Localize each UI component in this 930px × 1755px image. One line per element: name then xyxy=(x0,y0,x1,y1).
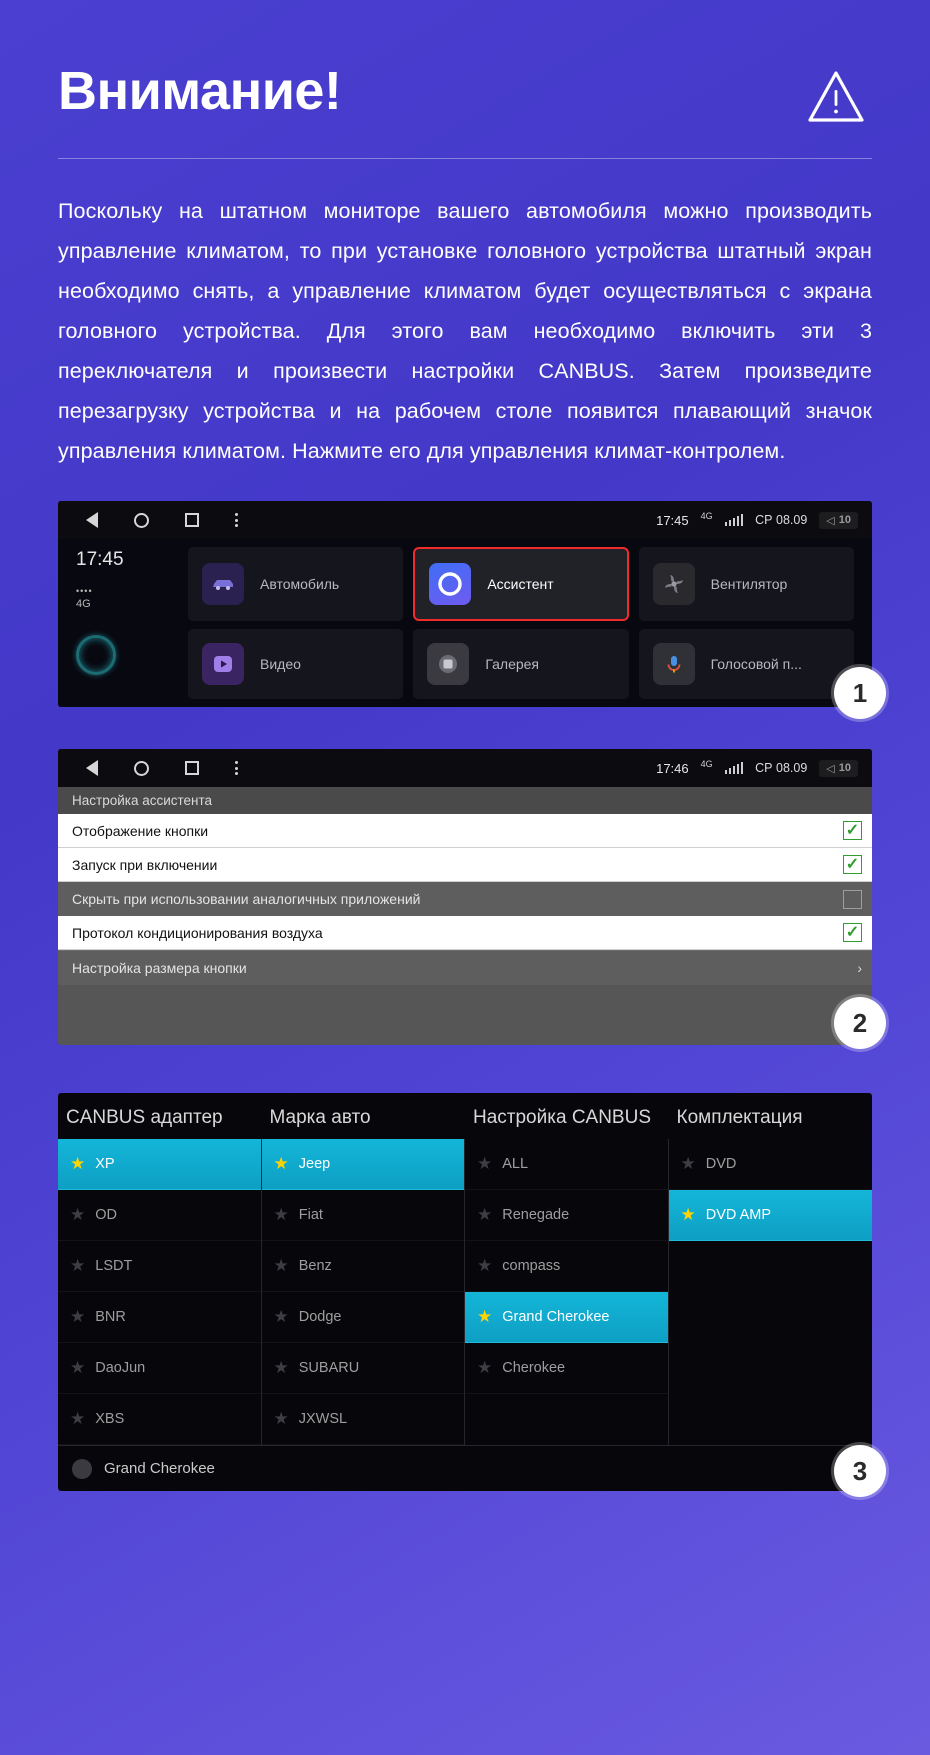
app-tile-label: Голосовой п... xyxy=(710,656,802,672)
list-item-label: OD xyxy=(95,1207,117,1223)
list-item-label: JXWSL xyxy=(298,1411,348,1427)
setting-label: Запуск при включении xyxy=(72,856,218,873)
statusbar-date: СР 08.09 xyxy=(755,513,808,527)
star-icon: ★ xyxy=(477,1205,493,1224)
app-tile-label: Автомобиль xyxy=(260,576,340,592)
disc-icon xyxy=(72,1459,92,1479)
checkbox-icon[interactable] xyxy=(843,923,862,942)
launcher-screen xyxy=(58,539,872,707)
list-item-label: DVD xyxy=(705,1156,737,1172)
signal-icon xyxy=(725,762,744,774)
list-item-label: DVD AMP xyxy=(705,1207,772,1223)
list-item-label: Jeep xyxy=(298,1156,331,1172)
canbus-columns xyxy=(58,1139,872,1445)
star-icon: ★ xyxy=(70,1205,86,1224)
app-tile-label: Вентилятор xyxy=(710,576,788,592)
list-item-label: Cherokee xyxy=(502,1360,566,1376)
list-item[interactable] xyxy=(465,1241,668,1292)
list-item[interactable] xyxy=(262,1241,465,1292)
step-badge-2: 2 xyxy=(834,997,886,1049)
app-tile-fan[interactable] xyxy=(639,547,854,621)
volume-indicator[interactable]: ◁ 10 xyxy=(819,760,858,777)
setting-label: Скрыть при использовании аналогичных приложений xyxy=(72,891,421,907)
star-icon: ★ xyxy=(70,1409,86,1428)
canbus-footer xyxy=(58,1445,872,1491)
star-icon: ★ xyxy=(477,1358,493,1377)
screenshot-panel-1 xyxy=(58,501,872,707)
star-icon: ★ xyxy=(273,1154,289,1173)
video-icon xyxy=(202,643,244,685)
list-item-label: Dodge xyxy=(298,1309,342,1325)
star-icon: ★ xyxy=(680,1205,696,1224)
star-icon: ★ xyxy=(70,1154,86,1173)
canbus-column-trim xyxy=(669,1139,873,1445)
header-divider xyxy=(58,158,872,159)
volume-value: 10 xyxy=(838,514,851,526)
list-item[interactable] xyxy=(58,1292,261,1343)
star-icon: ★ xyxy=(477,1256,493,1275)
list-item[interactable] xyxy=(262,1139,465,1190)
app-tile-assistant[interactable] xyxy=(413,547,628,621)
checkbox-icon[interactable] xyxy=(843,890,862,909)
list-item-label: BNR xyxy=(95,1309,126,1325)
volume-value: 10 xyxy=(838,762,851,774)
star-icon: ★ xyxy=(273,1307,289,1326)
list-item-label: XP xyxy=(95,1156,115,1172)
star-icon: ★ xyxy=(273,1256,289,1275)
back-icon[interactable] xyxy=(86,512,98,528)
list-item-label: compass xyxy=(502,1258,561,1274)
list-item[interactable] xyxy=(465,1343,668,1394)
setting-row-ac-protocol[interactable] xyxy=(58,916,872,950)
star-icon: ★ xyxy=(477,1307,493,1326)
list-item-label: DaoJun xyxy=(95,1360,146,1376)
launcher-clock: 17:45 xyxy=(76,549,124,570)
more-icon[interactable] xyxy=(235,513,238,527)
instruction-text: Поскольку на штатном мониторе вашего автомобиля можно производить управление климатом, то при установке головного устройства штатный экран необходимо снять, а управление климатом будет осуществляться с экрана головного устройства. Для этого вам необходимо включить эти 3 переключателя и произвести настройки CANBUS. Затем произведите перезагрузку устройства и на рабочем столе появится плавающий значок управления климатом. Нажмите его для управления климат-контролем. xyxy=(58,199,872,463)
recents-icon[interactable] xyxy=(185,513,199,527)
column-header-trim: Комплектация xyxy=(676,1107,803,1128)
star-icon: ★ xyxy=(70,1256,86,1275)
recents-icon[interactable] xyxy=(185,761,199,775)
statusbar-network: 4G xyxy=(700,759,713,769)
list-item[interactable] xyxy=(669,1190,873,1241)
list-item-label: XBS xyxy=(95,1411,125,1427)
list-item-label: Renegade xyxy=(502,1207,570,1223)
app-grid xyxy=(188,539,872,707)
list-item-label: Benz xyxy=(298,1258,332,1274)
app-tile-video[interactable] xyxy=(188,629,403,699)
step-badge-3: 3 xyxy=(834,1445,886,1497)
app-tile-voice[interactable] xyxy=(639,629,854,699)
setting-row-hide-similar[interactable] xyxy=(58,882,872,916)
more-icon[interactable] xyxy=(235,761,238,775)
statusbar-1 xyxy=(58,501,872,539)
microphone-icon xyxy=(653,643,695,685)
car-icon xyxy=(202,563,244,605)
list-item[interactable] xyxy=(58,1190,261,1241)
assistant-settings-list xyxy=(58,787,872,1045)
statusbar-network: 4G xyxy=(700,511,713,521)
list-item[interactable] xyxy=(58,1343,261,1394)
canbus-column-headers xyxy=(58,1093,872,1139)
list-item-label: ALL xyxy=(502,1156,529,1172)
setting-row-show-button[interactable] xyxy=(58,814,872,848)
gallery-icon xyxy=(427,643,469,685)
screenshot-panel-2 xyxy=(58,749,872,1045)
chevron-right-icon: › xyxy=(857,960,862,976)
assistant-ring-icon[interactable] xyxy=(76,635,116,675)
home-icon[interactable] xyxy=(134,513,149,528)
app-tile-car[interactable] xyxy=(188,547,403,621)
home-icon[interactable] xyxy=(134,761,149,776)
canbus-column-adapter xyxy=(58,1139,262,1445)
list-item-label: Fiat xyxy=(298,1207,323,1223)
list-item[interactable] xyxy=(58,1139,261,1190)
star-icon: ★ xyxy=(273,1205,289,1224)
setting-label: Протокол кондиционирования воздуха xyxy=(72,924,323,941)
statusbar-2 xyxy=(58,749,872,787)
step-badge-1: 1 xyxy=(834,667,886,719)
list-item[interactable] xyxy=(262,1292,465,1343)
app-tile-gallery[interactable] xyxy=(413,629,628,699)
settings-title: Настройка ассистента xyxy=(58,787,872,814)
star-icon: ★ xyxy=(70,1358,86,1377)
list-item[interactable] xyxy=(669,1139,873,1190)
list-item[interactable] xyxy=(262,1190,465,1241)
signal-icon xyxy=(725,514,744,526)
list-item[interactable] xyxy=(262,1394,465,1445)
statusbar-date: СР 08.09 xyxy=(755,761,808,775)
launcher-signal-dots: •••• xyxy=(76,586,93,596)
fan-icon xyxy=(653,563,695,605)
statusbar-time: 17:45 xyxy=(656,512,689,528)
setting-label: Настройка размера кнопки xyxy=(72,960,247,976)
list-item[interactable] xyxy=(58,1394,261,1445)
list-item[interactable] xyxy=(465,1190,668,1241)
column-header-canbus: Настройка CANBUS xyxy=(473,1107,651,1128)
page-title: Внимание! xyxy=(58,61,342,121)
warning-triangle-icon xyxy=(806,68,866,126)
checkbox-icon[interactable] xyxy=(843,821,862,840)
canbus-column-model xyxy=(465,1139,669,1445)
list-item-label: SUBARU xyxy=(298,1360,360,1376)
app-tile-label: Ассистент xyxy=(487,576,554,592)
screenshot-panel-3 xyxy=(58,1093,872,1491)
checkbox-icon[interactable] xyxy=(843,855,862,874)
header xyxy=(58,56,872,126)
selected-model-label: Grand Cherokee xyxy=(104,1460,215,1477)
star-icon: ★ xyxy=(273,1409,289,1428)
list-item-label: Grand Cherokee xyxy=(502,1309,610,1325)
star-icon: ★ xyxy=(70,1307,86,1326)
canbus-column-brand xyxy=(262,1139,466,1445)
app-tile-label: Галерея xyxy=(485,656,540,672)
star-icon: ★ xyxy=(477,1154,493,1173)
column-header-adapter: CANBUS адаптер xyxy=(66,1107,223,1128)
statusbar-time: 17:46 xyxy=(656,760,689,776)
setting-label: Отображение кнопки xyxy=(72,822,209,839)
launcher-sidebar xyxy=(58,539,188,707)
list-item-label: LSDT xyxy=(95,1258,133,1274)
star-icon: ★ xyxy=(680,1154,696,1173)
column-header-brand: Марка авто xyxy=(269,1107,371,1128)
app-tile-label: Видео xyxy=(260,656,301,672)
launcher-network-label: 4G xyxy=(76,598,91,610)
assistant-icon xyxy=(429,563,471,605)
setting-row-autostart[interactable] xyxy=(58,848,872,882)
back-icon[interactable] xyxy=(86,760,98,776)
setting-row-button-size[interactable] xyxy=(58,951,872,985)
list-item[interactable] xyxy=(465,1292,668,1343)
list-item[interactable] xyxy=(58,1241,261,1292)
star-icon: ★ xyxy=(273,1358,289,1377)
volume-indicator[interactable]: ◁ 10 xyxy=(819,512,858,529)
settings-empty-area xyxy=(58,985,872,1045)
list-item[interactable] xyxy=(465,1139,668,1190)
list-item[interactable] xyxy=(262,1343,465,1394)
